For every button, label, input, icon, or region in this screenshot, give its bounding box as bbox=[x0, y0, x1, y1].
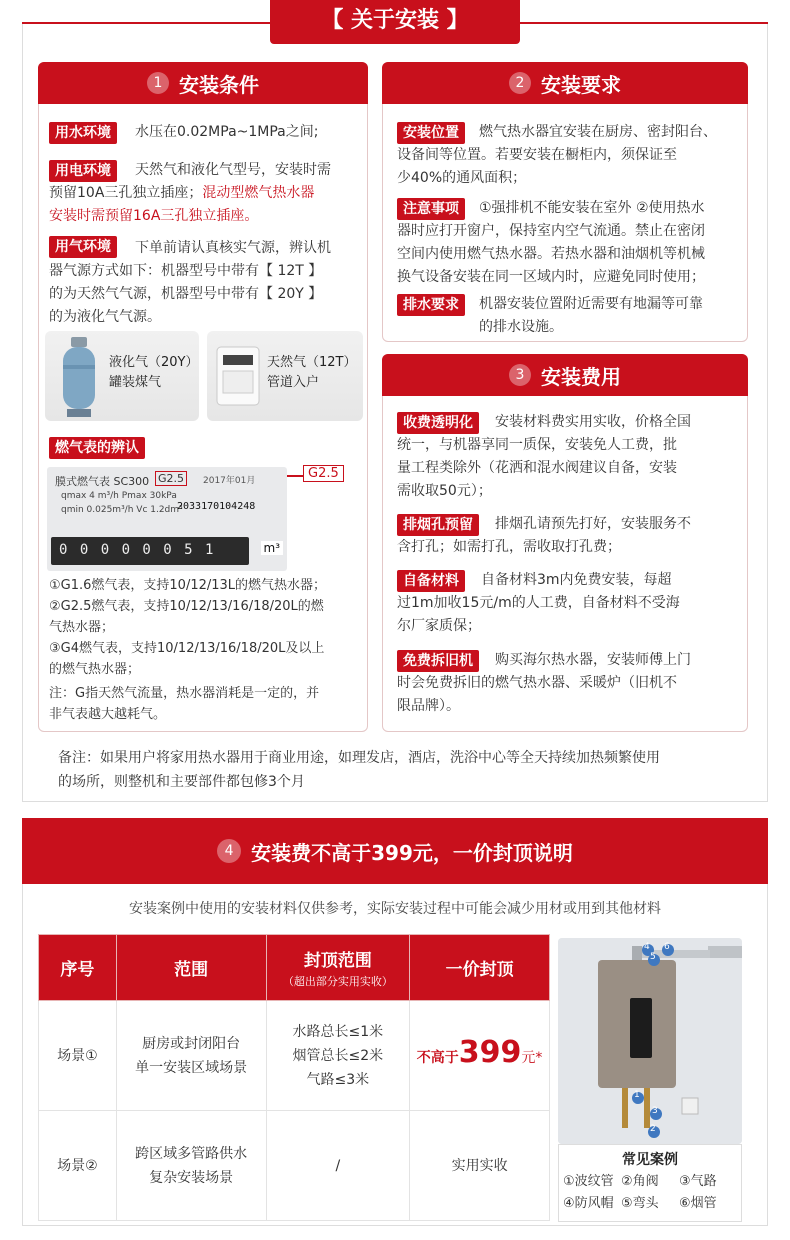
remark-line-a: 备注：如果用户将家用热水器用于商业用途，如理发店，酒店，洗浴中心等全天持续加热频繁使用 bbox=[58, 750, 660, 766]
fee-removal-item bbox=[397, 649, 743, 718]
fee-material-a: 自备材料3m内免费安装，每超 bbox=[481, 572, 672, 588]
row1-cap-b: 烟管总长≤2米 bbox=[292, 1047, 384, 1064]
gas-env-text-c: 的为天然气气源，机器型号中带有【 20Y 】 bbox=[49, 286, 323, 302]
lpg-image-box bbox=[45, 331, 199, 421]
fee-hole-b: 含打孔；如需打孔，需收取打孔费； bbox=[397, 539, 621, 555]
meter-note-3: 气热水器； bbox=[49, 620, 115, 635]
number-badge: 1 bbox=[147, 72, 169, 94]
number-badge: 3 bbox=[509, 364, 531, 386]
panel-title: 安装条件 bbox=[179, 72, 259, 97]
meter-identify-tag: 燃气表的辨认 bbox=[49, 437, 145, 459]
power-env-text-a: 天然气和液化气型号，安装时需 bbox=[135, 162, 331, 178]
row1-no: 场景① bbox=[39, 1001, 117, 1111]
case-item: ③气路 bbox=[679, 1174, 717, 1189]
install-position-item bbox=[397, 121, 743, 190]
table-row bbox=[39, 1001, 550, 1111]
fee-transparent-c: 量工程类除外（花洒和混水阀建议自备，安装 bbox=[397, 460, 677, 476]
row1-cap-a: 水路总长≤1米 bbox=[292, 1023, 384, 1040]
water-env-item bbox=[49, 121, 365, 144]
panel-title: 安装要求 bbox=[541, 72, 621, 97]
gas-meter-photo bbox=[47, 467, 287, 571]
gas-env-tag: 用气环境 bbox=[49, 236, 117, 258]
drain-b: 的排水设施。 bbox=[479, 319, 563, 335]
price-cap-title: 安装费不高于399元，一价封顶说明 bbox=[251, 840, 573, 865]
meter-note-1: ①G1.6燃气表，支持10/12/13L的燃气热水器； bbox=[49, 578, 327, 593]
price-cap-section-header bbox=[22, 818, 768, 884]
meter-callout-label: G2.5 bbox=[303, 465, 344, 482]
row1-scope-b: 单一安装区域场景 bbox=[135, 1059, 248, 1076]
power-env-text-red-b: 安装时需预留16A三孔独立插座。 bbox=[49, 208, 259, 224]
header-cap-main: 封顶范围 bbox=[303, 951, 372, 971]
power-env-text-b: 预留10A三孔独立插座； bbox=[49, 185, 203, 201]
photo-mark-label-1: 1 bbox=[634, 1090, 640, 1100]
power-env-text-red-a: 混动型燃气热水器 bbox=[202, 185, 315, 201]
section-banner-title: 【 关于安装 】 bbox=[270, 0, 520, 44]
meter-note-5: 的燃气热水器； bbox=[49, 662, 141, 677]
notice-c: 空间内使用燃气热水器。若热水器和油烟机等机械 bbox=[397, 246, 705, 262]
meter-footnote-b: 非气表越大越耗气。 bbox=[49, 707, 167, 722]
case-item: ①波纹管 bbox=[563, 1174, 614, 1189]
install-position-c: 少40%的通风面积； bbox=[397, 170, 527, 186]
commercial-use-remark bbox=[58, 746, 748, 794]
panel-install-conditions bbox=[38, 62, 368, 732]
row2-scope-b: 复杂安装场景 bbox=[149, 1169, 234, 1186]
notice-tag: 注意事项 bbox=[397, 198, 465, 220]
row1-scope bbox=[116, 1001, 266, 1111]
power-env-item bbox=[49, 159, 365, 228]
common-cases-title: 常见案例 bbox=[622, 1152, 678, 1168]
fee-transparent-tag: 收费透明化 bbox=[397, 412, 479, 434]
row2-price: 实用实收 bbox=[410, 1111, 550, 1221]
meter-reading: 0 0 0 0 0 0 5 1 bbox=[59, 542, 216, 558]
fee-removal-a: 购买海尔热水器，安装师傅上门 bbox=[495, 652, 691, 668]
panel-install-requirements-header bbox=[382, 62, 748, 104]
panel-install-fees-header bbox=[382, 354, 748, 396]
power-env-tag: 用电环境 bbox=[49, 160, 117, 182]
meter-footnote-a: 注：G指天然气流量，热水器消耗是一定的，并 bbox=[49, 686, 320, 701]
panel-title: 安装费用 bbox=[541, 364, 621, 389]
row1-cap bbox=[266, 1001, 410, 1111]
fee-material-c: 尔厂家质保； bbox=[397, 618, 481, 634]
panel-install-conditions-header bbox=[38, 62, 368, 104]
price-cap-subtitle: 安装案例中使用的安装材料仅供参考，实际安装过程中可能会减少用材或用到其他材料 bbox=[129, 901, 661, 917]
case-item: ⑤弯头 bbox=[621, 1196, 659, 1211]
meter-note-4: ③G4燃气表，支持10/12/13/16/18/20L及以上 bbox=[49, 641, 325, 656]
meter-spec1-text: qmax 4 m³/h Pmax 30kPa bbox=[61, 491, 177, 501]
water-heater-case-photo bbox=[558, 938, 742, 1144]
install-position-tag: 安装位置 bbox=[397, 122, 465, 144]
header-price: 一价封顶 bbox=[410, 935, 550, 1001]
fee-removal-tag: 免费拆旧机 bbox=[397, 650, 479, 672]
row2-scope bbox=[116, 1111, 266, 1221]
ng-image-box bbox=[207, 331, 363, 421]
drain-tag: 排水要求 bbox=[397, 294, 465, 316]
gas-env-text-a: 下单前请认真核实气源，辨认机 bbox=[135, 240, 331, 256]
row1-price-pre: 不高于 bbox=[416, 1050, 459, 1066]
header-cap-sub: （超出部分实用实收） bbox=[282, 975, 393, 988]
case-item: ⑥烟管 bbox=[679, 1196, 717, 1211]
drain-a: 机器安装位置附近需要有地漏等可靠 bbox=[479, 296, 703, 312]
gas-env-text-b: 器气源方式如下：机器型号中带有【 12T 】 bbox=[49, 263, 323, 279]
price-cap-table bbox=[38, 934, 550, 1221]
row1-cap-c: 气路≤3米 bbox=[306, 1071, 370, 1088]
water-env-tag: 用水环境 bbox=[49, 122, 117, 144]
notice-a: ①强排机不能安装在室外 ②使用热水 bbox=[479, 200, 705, 216]
fee-hole-item bbox=[397, 513, 743, 559]
notice-d: 换气设备安装在同一区域内时，应避免同时使用； bbox=[397, 269, 705, 285]
fee-transparent-a: 安装材料费实用实收，价格全国 bbox=[495, 414, 691, 430]
install-position-b: 设备间等位置。若要安装在橱柜内，须保证至 bbox=[397, 147, 677, 163]
row1-price-suf: 元* bbox=[521, 1050, 543, 1066]
gas-env-text-d: 的为液化气气源。 bbox=[49, 309, 161, 325]
gas-env-item bbox=[49, 235, 365, 329]
ng-label: 天然气（12T） bbox=[267, 355, 357, 370]
row1-scope-a: 厨房或封闭阳台 bbox=[142, 1035, 241, 1052]
meter-spec2-text: qmin 0.025m³/h Vc 1.2dm³ bbox=[61, 505, 183, 515]
row2-no: 场景② bbox=[39, 1111, 117, 1221]
meter-unit: m³ bbox=[261, 541, 284, 555]
fee-hole-tag: 排烟孔预留 bbox=[397, 514, 479, 536]
lpg-cylinder-icon bbox=[57, 335, 101, 419]
gas-meter-icon bbox=[213, 343, 263, 413]
banner-line-left bbox=[22, 22, 270, 24]
fee-removal-b: 时会免费拆旧的燃气热水器、采暖炉（旧机不 bbox=[397, 675, 677, 691]
row2-scope-a: 跨区域多管路供水 bbox=[135, 1145, 248, 1162]
photo-mark-label-3: 3 bbox=[652, 1106, 658, 1116]
photo-mark-label-5: 5 bbox=[650, 952, 656, 962]
fee-material-item bbox=[397, 569, 743, 638]
case-item: ②角阀 bbox=[621, 1174, 659, 1189]
row1-price bbox=[410, 1001, 550, 1111]
common-cases-box bbox=[558, 1144, 742, 1222]
table-header-row bbox=[39, 935, 550, 1001]
lpg-label: 液化气（20Y） bbox=[109, 355, 199, 370]
photo-mark-label-4: 4 bbox=[644, 942, 650, 952]
table-row bbox=[39, 1111, 550, 1221]
header-scope: 范围 bbox=[116, 935, 266, 1001]
notice-item bbox=[397, 197, 743, 289]
banner-line-right bbox=[520, 22, 768, 24]
remark-line-b: 的场所，则整机和主要部件都包修3个月 bbox=[58, 774, 305, 790]
water-env-text: 水压在0.02MPa~1MPa之间; bbox=[135, 124, 319, 140]
lpg-sub: 罐装煤气 bbox=[109, 375, 162, 390]
meter-brand-text: 膜式燃气表 SC300 bbox=[55, 475, 150, 488]
meter-note-2: ②G2.5燃气表，支持10/12/13/16/18/20L的燃 bbox=[49, 599, 324, 614]
case-item: ④防风帽 bbox=[563, 1196, 614, 1211]
fee-transparent-d: 需收取50元）； bbox=[397, 483, 492, 499]
photo-mark-label-6: 6 bbox=[664, 942, 670, 952]
row1-price-num: 399 bbox=[458, 1035, 522, 1070]
meter-model-text: G2.5 bbox=[155, 471, 187, 486]
water-heater-illustration bbox=[558, 938, 742, 1144]
meter-notes bbox=[49, 575, 365, 680]
number-badge: 4 bbox=[217, 839, 241, 863]
fee-transparent-b: 统一，与机器享同一质保，安装免人工费，批 bbox=[397, 437, 677, 453]
panel-install-fees bbox=[382, 354, 748, 732]
fee-material-b: 过1m加收15元/m的人工费，自备材料不受海 bbox=[397, 595, 680, 611]
photo-mark-label-2: 2 bbox=[650, 1124, 656, 1134]
install-position-a: 燃气热水器宜安装在厨房、密封阳台、 bbox=[479, 124, 717, 140]
fee-material-tag: 自备材料 bbox=[397, 570, 465, 592]
meter-serial-text: 2033170104248 bbox=[177, 501, 256, 512]
meter-date-text: 2017年01月 bbox=[203, 476, 256, 486]
meter-counter bbox=[51, 537, 280, 565]
meter-footnote bbox=[49, 683, 365, 725]
ng-sub: 管道入户 bbox=[267, 375, 320, 390]
fee-hole-a: 排烟孔请预先打好，安装服务不 bbox=[495, 516, 691, 532]
header-no: 序号 bbox=[39, 935, 117, 1001]
header-cap bbox=[266, 935, 410, 1001]
drain-item bbox=[397, 293, 743, 339]
number-badge: 2 bbox=[509, 72, 531, 94]
row2-cap: / bbox=[266, 1111, 410, 1221]
panel-install-requirements bbox=[382, 62, 748, 342]
fee-removal-c: 限品牌）。 bbox=[397, 698, 460, 714]
notice-b: 器时应打开窗户，保持室内空气流通。禁止在密闭 bbox=[397, 223, 705, 239]
fee-transparent-item bbox=[397, 411, 743, 503]
common-cases-list bbox=[559, 1169, 741, 1217]
